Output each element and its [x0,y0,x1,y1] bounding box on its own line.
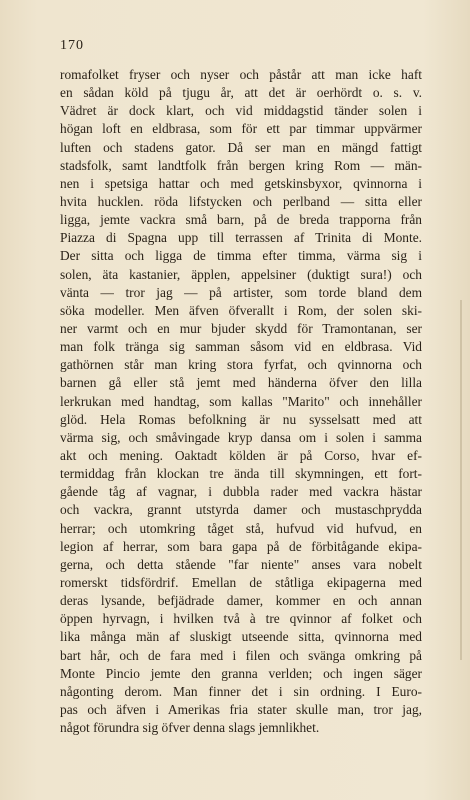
text-line: gathörnen står man kring stora fyrfat, och qvinnorna och [60,357,422,373]
text-line: romafolket fryser och nyser och påstår att man icke haft [60,67,422,82]
text-line: något förundra sig öfver denna slags jemnlikhet. [60,720,320,736]
text-line: bart hår, och de fara med i filen och svänga omkring på [60,647,422,663]
text-line: romerskt tidsfördrif. Emellan de ståtliga ekipagerna med [60,574,422,590]
text-line: söka modeller. Men äfven öfverallt i Rom, der solen ski- [60,302,422,318]
text-line: man folk tränga sig samman såsom vid en eldbrasa. Vid [60,339,422,355]
text-line: vänta — tror jag — på artister, som torde bland dem [60,284,422,300]
text-line: värma sig, och småvingade kryp dansa om i solen i samma [60,429,422,445]
text-line: deras lysande, befjädrade damer, kommer en och annan [60,593,422,609]
page-number: 170 [60,38,84,53]
text-line: solen, äta kastanier, äpplen, appelsiner (duktigt sura!) och [60,266,422,282]
text-line: luften och stadens gator. Då ser man en mängd fattigt [60,139,422,155]
text-line: Piazza di Spagna upp till terrassen af Trinita di Monte. [60,230,422,246]
text-line: termiddag från klockan tre ända till skymningen, ett fort- [60,466,422,482]
text-line: ner varmt och en mur bjuder skydd för Tramontanan, ser [60,320,422,336]
text-line: herrar; och utomkring tåget stå, hufvud vid hufvud, en [60,520,422,536]
text-line: ligga, jemte vackra små barn, på de breda trapporna från [60,212,422,228]
text-line: lerkrukan med handtag, som kallas "Marito" och innehåller [60,393,422,409]
text-line: stadsfolk, samt landtfolk från bergen kring Rom — män- [60,157,422,173]
text-line: hvita hucklen. röda lifstycken och perlband — sitta eller [60,193,422,209]
body-text [60,66,422,737]
text-line: Vädret är dock klart, och vid middagstid tänder solen i [60,103,422,119]
text-line: gående tåg af vagnar, i dubbla rader med vackra hästar [60,484,422,500]
text-line: pas och äfven i Amerikas fria stater skulle man, tror jag, [60,701,422,717]
text-line: barnen gå eller stå jemt med händerna öfver den lilla [60,375,422,391]
text-line: lika många män af sluskigt utseende sitta, qvinnorna med [60,629,422,645]
text-line: och vackra, grannt utstyrda damer och mustaschprydda [60,502,422,518]
text-line: akt och mening. Oaktadt kölden är på Corso, hvar ef- [60,447,422,463]
text-line: någonting derom. Man finner det i sin ordning. I Euro- [60,683,422,699]
text-line: nen i spetsiga hattar och med getskinsbyxor, qvinnorna i [60,175,422,191]
text-line: högan loft en eldbrasa, som för ett par timmar uppvärmer [60,121,422,137]
text-line: öppen hyrvagn, i hvilken två à tre qvinnor af folket och [60,611,422,627]
text-line: Monte Pincio jemte den granna verlden; och ingen säger [60,665,422,681]
page-edge-shadow [460,300,462,660]
text-line: en sådan köld på tjugu år, att det är oerhördt o. s. v. [60,85,422,101]
text-line: Der sitta och ligga de timma efter timma, värma sig i [60,248,422,264]
text-line: gerna, och detta stående "far niente" anses vara nobelt [60,556,422,572]
text-line: glöd. Hela Romas befolkning är nu sysselsatt med att [60,411,422,427]
text-line: legion af herrar, som bara gapa på de förbitågande ekipa- [60,538,422,554]
